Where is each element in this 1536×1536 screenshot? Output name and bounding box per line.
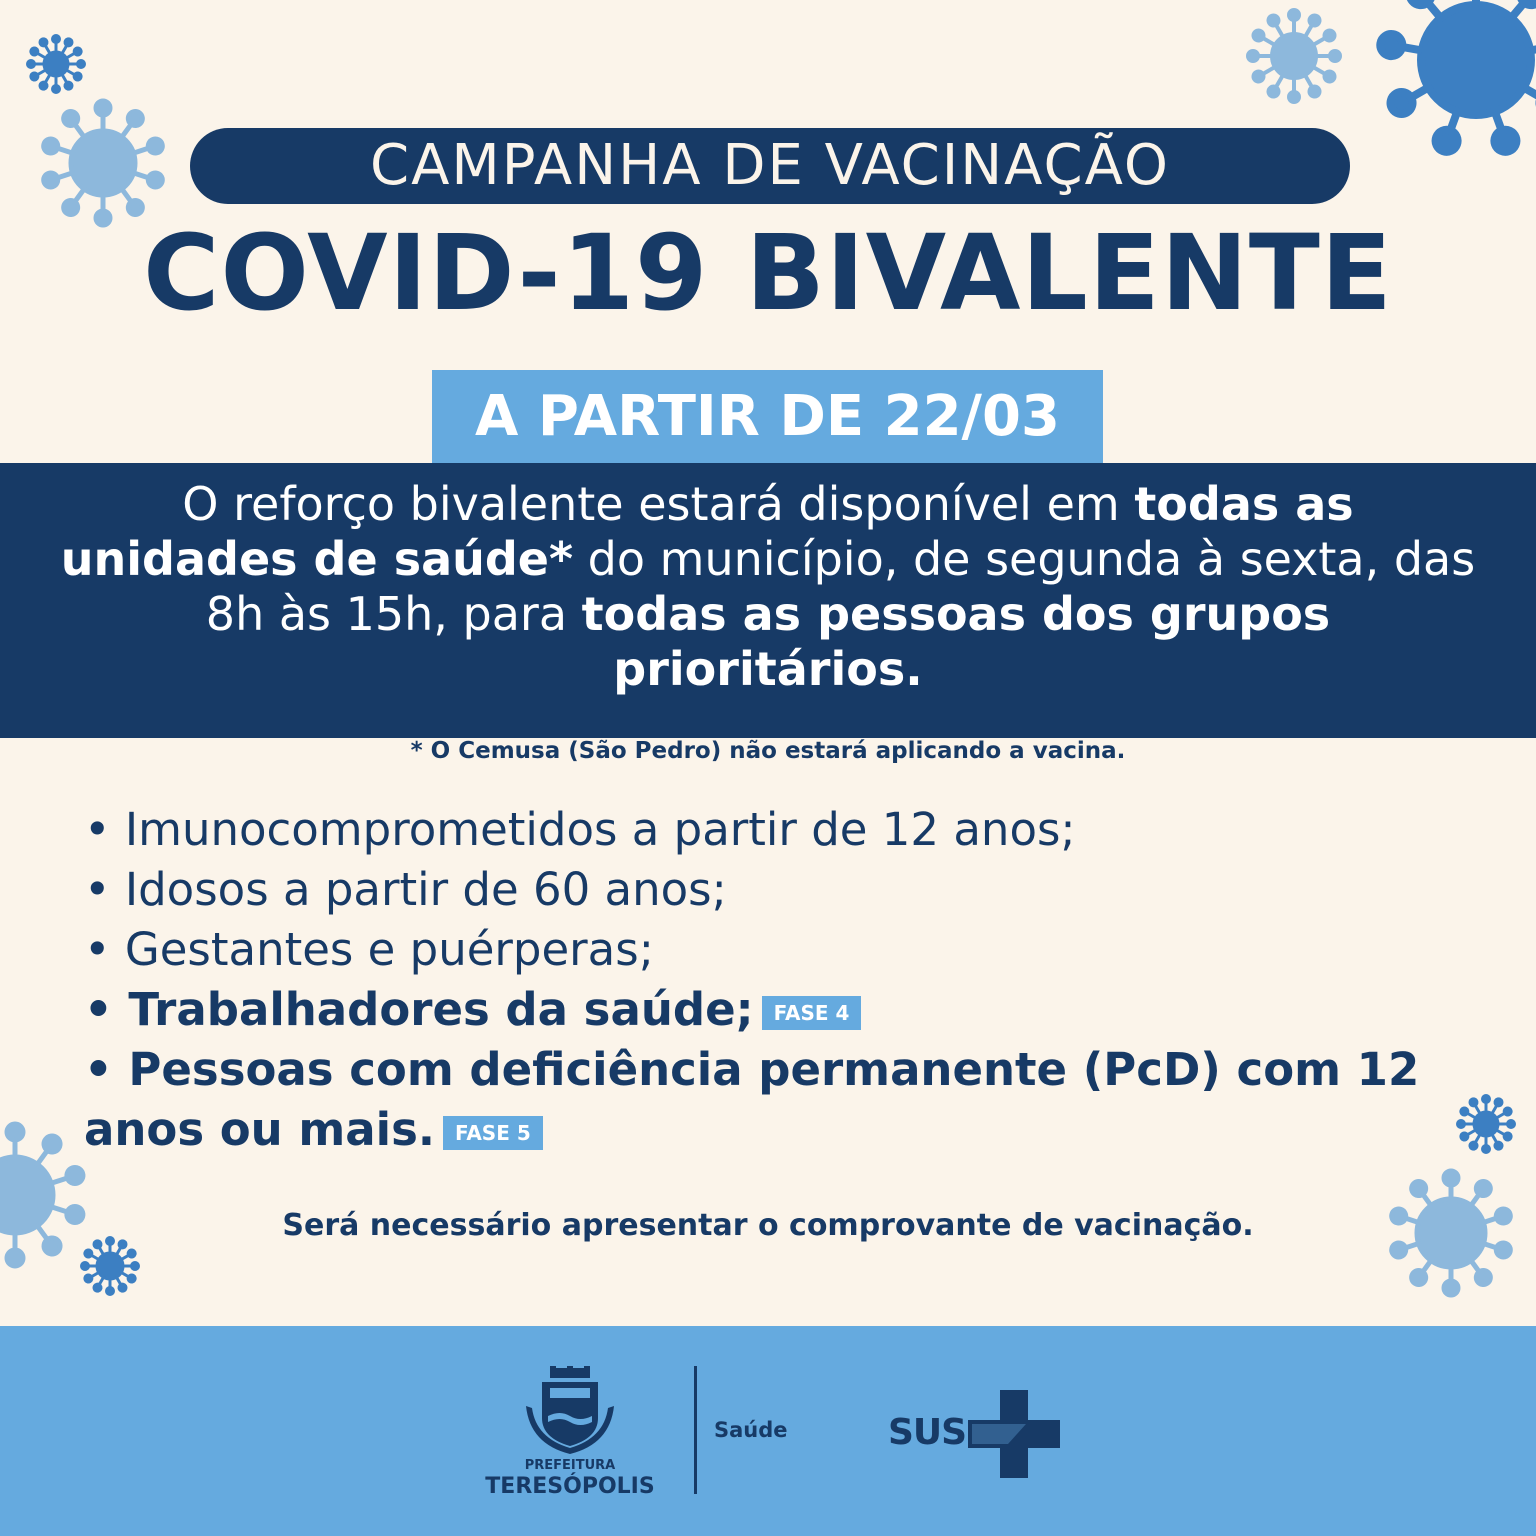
virus-icon: [1246, 8, 1342, 104]
virus-icon: [1456, 1094, 1516, 1154]
virus-icon: [1376, 0, 1536, 160]
list-item-text: • Gestantes e puérperas;: [84, 923, 654, 976]
info-band: [0, 463, 1536, 738]
list-item-text: • Idosos a partir de 60 anos;: [84, 863, 727, 916]
start-date-badge: A PARTIR DE 22/03: [432, 370, 1103, 464]
virus-icon: [26, 34, 86, 94]
virus-icon: [0, 1120, 90, 1270]
phase-badge: FASE 4: [762, 996, 862, 1030]
coat-of-arms-icon: [520, 1366, 620, 1458]
info-text-bold: todas as pessoas dos grupos prioritários.: [581, 587, 1331, 696]
priority-groups-list: [84, 800, 1464, 1160]
prefeitura-label: PREFEITURA: [524, 1458, 616, 1473]
proof-notice: Será necessário apresentar o comprovante de vacinação.: [282, 1208, 1254, 1243]
list-item: [84, 920, 1464, 980]
virus-icon: [78, 1234, 142, 1298]
campaign-label: CAMPANHA DE VACINAÇÃO: [190, 128, 1350, 204]
sus-cross-icon: [968, 1390, 1060, 1478]
info-text-part: O reforço bivalente estará disponível em: [182, 477, 1135, 531]
info-text: [60, 477, 1476, 697]
list-item: [84, 800, 1464, 860]
list-item-text: • Imunocomprometidos a partir de 12 anos;: [84, 803, 1076, 856]
sus-label: SUS: [888, 1412, 967, 1453]
footnote: * O Cemusa (São Pedro) não estará aplicando a vacina.: [410, 738, 1126, 764]
saude-label: Saúde: [714, 1418, 788, 1442]
phase-badge: FASE 5: [443, 1116, 543, 1150]
list-item: [84, 860, 1464, 920]
info-text-bold: todas as unidades de saúde*: [60, 477, 1354, 586]
list-item-text: • Pessoas com deficiência permanente (PcD) com 12 anos ou mais.: [84, 1043, 1420, 1156]
divider: [694, 1366, 697, 1494]
list-item: [84, 980, 1464, 1040]
city-label: TERESÓPOLIS: [485, 1474, 655, 1499]
footer: [0, 1326, 1536, 1536]
virus-icon: [38, 98, 168, 228]
info-text-part: do município, de segunda à sexta, das 8h às 15h, para: [205, 532, 1476, 641]
list-item: [84, 1040, 1464, 1160]
page-title: COVID-19 BIVALENTE: [143, 212, 1393, 334]
list-item-text: • Trabalhadores da saúde;: [84, 983, 754, 1036]
